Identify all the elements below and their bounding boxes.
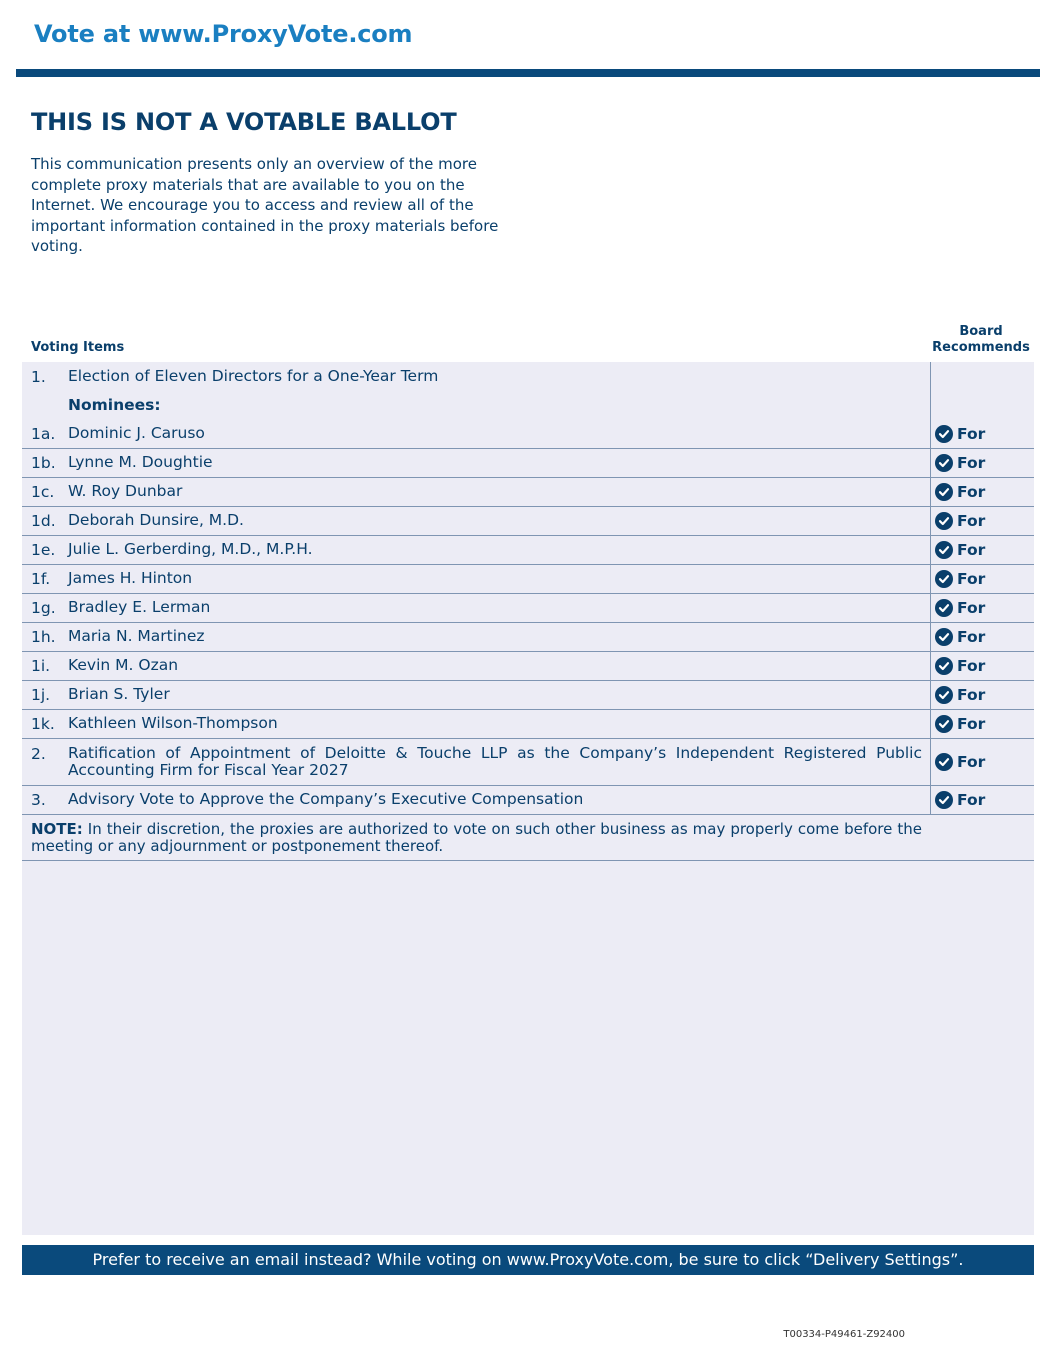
nominee-number: 1i. (31, 657, 51, 675)
nominee-name: Kathleen Wilson-Thompson (68, 714, 278, 732)
check-circle-icon (935, 541, 953, 559)
nominee-row (22, 478, 1034, 507)
nominee-name: Deborah Dunsire, M.D. (68, 511, 244, 529)
check-circle-icon (935, 791, 953, 809)
recommendation-label: For (957, 628, 986, 646)
check-circle-icon (935, 454, 953, 472)
nominee-name: James H. Hinton (68, 569, 193, 587)
nominee-name: Brian S. Tyler (68, 685, 170, 703)
nominee-name: W. Roy Dunbar (68, 482, 183, 500)
header-divider (16, 69, 1040, 77)
recommendation-cell (930, 449, 1034, 477)
recommendation-label: For (957, 512, 986, 530)
item-number: 2. (31, 745, 46, 763)
nominee-row (22, 565, 1034, 594)
nominee-number: 1j. (31, 686, 51, 704)
item-3-row (22, 786, 1034, 815)
recommendation-cell (930, 710, 1034, 738)
recommendation-cell (930, 739, 1034, 785)
document-control-code: T00334-P49461-Z92400 (783, 1329, 905, 1340)
recommendation-label: For (957, 686, 986, 704)
nominee-name: Dominic J. Caruso (68, 424, 205, 442)
nominee-row (22, 449, 1034, 478)
recommendation-cell (930, 594, 1034, 622)
nominee-number: 1k. (31, 715, 55, 733)
board-recommends-line1: Board (959, 324, 1003, 339)
nominee-number: 1e. (31, 541, 56, 559)
recommendation-label: For (957, 599, 986, 617)
email-delivery-banner: Prefer to receive an email instead? While voting on www.ProxyVote.com, be sure to click “Delivery Settings”. (22, 1245, 1034, 1275)
check-circle-icon (935, 570, 953, 588)
item-2-row (22, 739, 1034, 786)
note-label: NOTE: (31, 820, 83, 838)
recommendation-cell (930, 478, 1034, 506)
nominees-label: Nominees: (68, 396, 161, 414)
nominee-number: 1d. (31, 512, 56, 530)
nominee-row (22, 623, 1034, 652)
check-circle-icon (935, 715, 953, 733)
check-circle-icon (935, 599, 953, 617)
recommendation-cell (930, 362, 1034, 420)
nominee-row (22, 536, 1034, 565)
item-number: 1. (31, 368, 46, 386)
recommendation-cell (930, 786, 1034, 814)
recommendation-label: For (957, 715, 986, 733)
item-text: Advisory Vote to Approve the Company’s Executive Compensation (68, 790, 584, 808)
nominee-number: 1h. (31, 628, 56, 646)
recommendation-cell (930, 420, 1034, 448)
check-circle-icon (935, 483, 953, 501)
note-text (31, 821, 922, 855)
note-body: In their discretion, the proxies are authorized to vote on such other business as may properly come before the meeting or any adjournment or postponement thereof. (31, 820, 922, 855)
nominee-row (22, 420, 1034, 449)
recommendation-label: For (957, 791, 986, 809)
nominee-row (22, 652, 1034, 681)
nominee-number: 1b. (31, 454, 56, 472)
nominee-name: Maria N. Martinez (68, 627, 205, 645)
nominee-row (22, 594, 1034, 623)
check-circle-icon (935, 512, 953, 530)
intro-paragraph: This communication presents only an overview of the more complete proxy materials that are available to you on the Internet. We encourage you to access and review all of the important information contained in the proxy materials before voting. (31, 155, 499, 255)
board-recommends-header (928, 324, 1034, 356)
nominee-number: 1c. (31, 483, 55, 501)
nominee-row (22, 507, 1034, 536)
check-circle-icon (935, 425, 953, 443)
recommendation-cell (930, 536, 1034, 564)
recommendation-label: For (957, 570, 986, 588)
nominee-number: 1g. (31, 599, 56, 617)
recommendation-cell (930, 652, 1034, 680)
recommendation-label: For (957, 657, 986, 675)
recommendation-cell (930, 681, 1034, 709)
recommendation-label: For (957, 541, 986, 559)
nominee-name: Kevin M. Ozan (68, 656, 179, 674)
check-circle-icon (935, 753, 953, 771)
recommendation-cell (930, 565, 1034, 593)
item-1-row (22, 362, 1034, 420)
recommendation-label: For (957, 753, 986, 771)
item-text: Ratification of Appointment of Deloitte & Touche LLP as the Company’s Independent Registered Public Accounting Firm for Fiscal Year 2027 (68, 744, 922, 779)
voting-items-header: Voting Items (31, 340, 125, 355)
nominee-number: 1a. (31, 425, 56, 443)
item-number: 3. (31, 791, 46, 809)
nominee-name: Bradley E. Lerman (68, 598, 211, 616)
nominee-number: 1f. (31, 570, 51, 588)
board-recommends-line2: Recommends (932, 340, 1030, 355)
check-circle-icon (935, 686, 953, 704)
recommendation-label: For (957, 483, 986, 501)
recommendation-cell (930, 623, 1034, 651)
recommendation-label: For (957, 454, 986, 472)
nominee-name: Julie L. Gerberding, M.D., M.P.H. (68, 540, 313, 558)
nominee-row (22, 681, 1034, 710)
nominee-row (22, 710, 1034, 739)
header-title: Vote at www.ProxyVote.com (34, 20, 413, 48)
recommendation-label: For (957, 425, 986, 443)
recommendation-cell (930, 507, 1034, 535)
nominee-name: Lynne M. Doughtie (68, 453, 213, 471)
page-title: THIS IS NOT A VOTABLE BALLOT (31, 108, 457, 136)
check-circle-icon (935, 657, 953, 675)
check-circle-icon (935, 628, 953, 646)
item-text: Election of Eleven Directors for a One-Year Term (68, 367, 439, 385)
